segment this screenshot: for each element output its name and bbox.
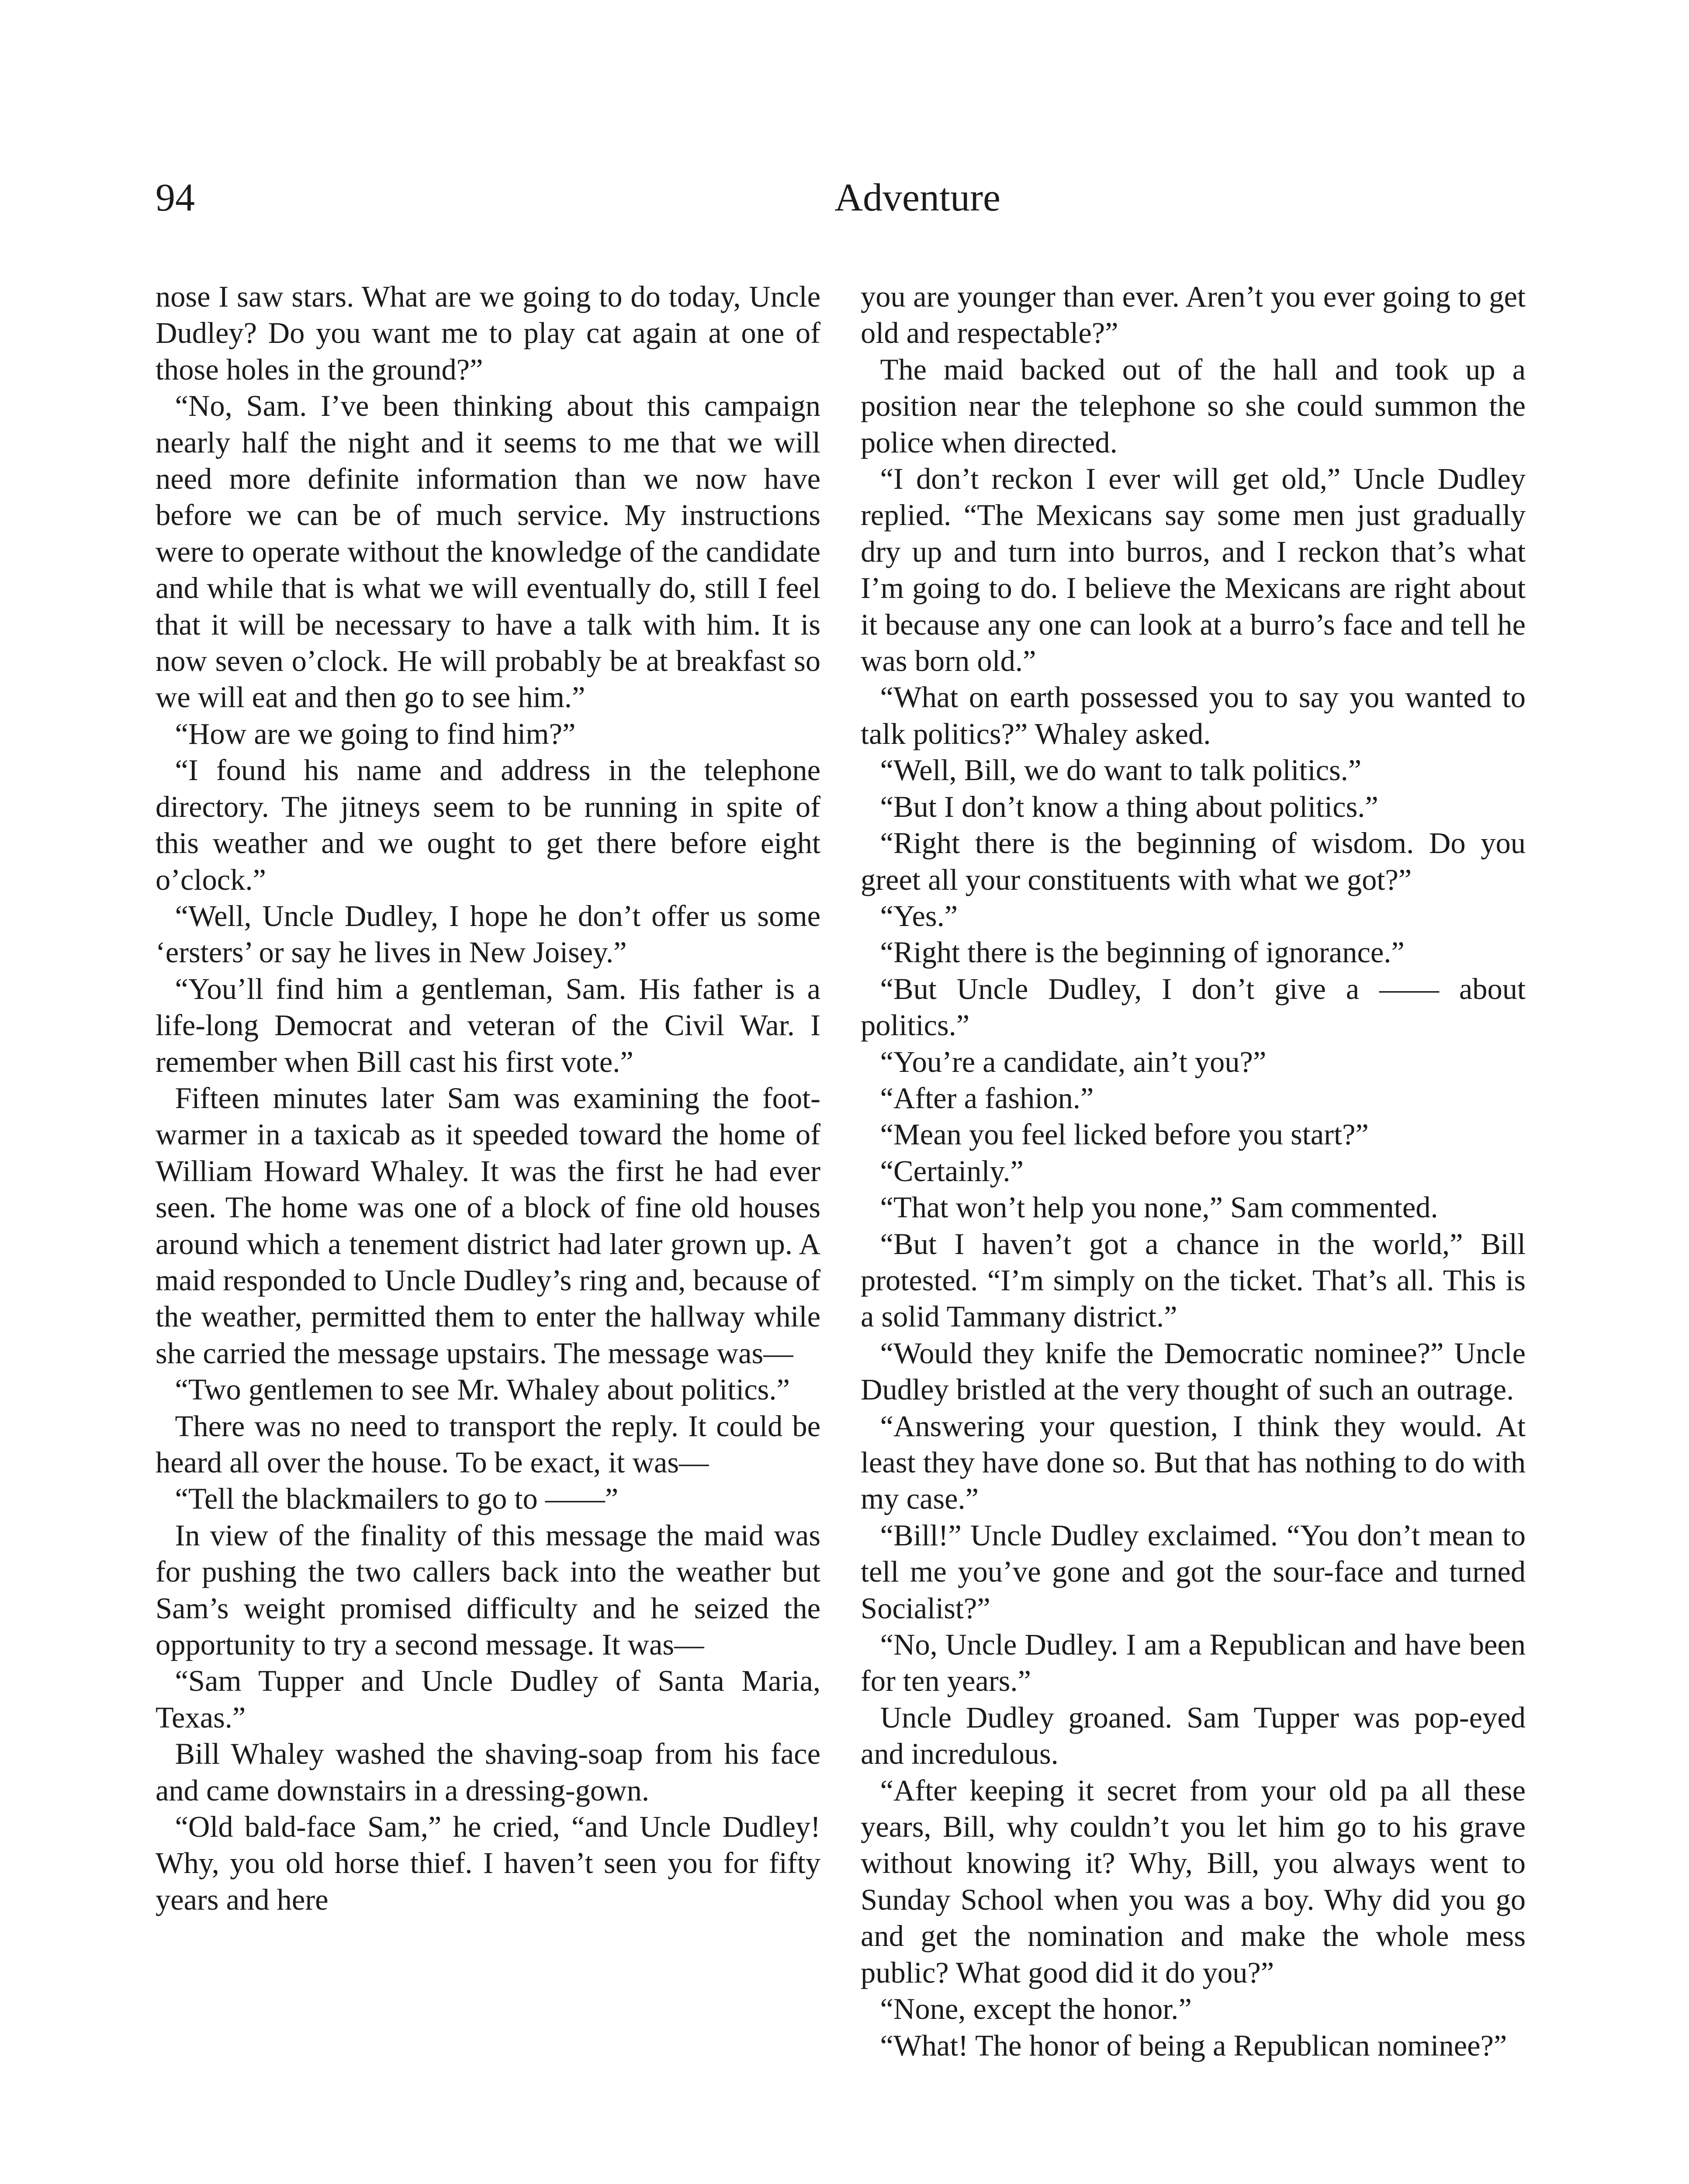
paragraph: There was no need to transport the reply. It could be heard all over the house. To be exact, it was—	[156, 1409, 820, 1479]
paragraph: “What on earth possessed you to say you wanted to talk politics?” Whaley asked.	[861, 681, 1526, 750]
paragraph: “No, Sam. I’ve been thinking about this campaign nearly half the night and it seems to me that we will need more definite information than we now have before we can be of much service. My instructions were to operate without the knowledge of the candidate and while that is what we will eventually do, still I feel that it will be necessary to have a talk with him. It is now seven o’clock. He will probably be at breakfast so we will eat and then go to see him.”	[156, 389, 820, 714]
paragraph: “Well, Bill, we do want to talk politics.”	[880, 753, 1362, 787]
paragraph: nose I saw stars. What are we going to do today, Uncle Dudley? Do you want me to play cat again at one of those holes in the ground?”	[156, 280, 820, 386]
paragraph: “That won’t help you none,” Sam commented.	[880, 1191, 1438, 1224]
paragraph: “I found his name and address in the telephone directory. The jitneys seem to be running in spite of this weather and we ought to get there before eight o’clock.”	[156, 753, 820, 896]
paragraph: “Old bald-face Sam,” he cried, “and Uncle Dudley! Why, you old horse thief. I haven’t seen you for fifty years and here	[156, 1810, 820, 1916]
paragraph: you are younger than ever. Aren’t you ever going to get old and respectable?”	[861, 280, 1526, 350]
paragraph: Fifteen minutes later Sam was examining the foot-warmer in a taxicab as it speeded toward the home of William Howard Whaley. It was the first he had ever seen. The home was one of a block of fine old houses around which a tenement district had later grown up. A maid responded to Uncle Dudley’s ring and, because of the weather, permitted them to enter the hallway while she carried the message upstairs. The message was—	[156, 1081, 820, 1370]
paragraph: “Well, Uncle Dudley, I hope he don’t offer us some ‘ersters’ or say he lives in New Joisey.”	[156, 899, 820, 969]
paragraph: “Two gentlemen to see Mr. Whaley about politics.”	[175, 1373, 790, 1406]
page-number: 94	[156, 176, 195, 219]
right-column	[861, 279, 1526, 2064]
paragraph: In view of the finality of this message the maid was for pushing the two callers back into the weather but Sam’s weight promised difficulty and he seized the opportunity to try a second message. It was—	[156, 1518, 820, 1662]
paragraph: “But I don’t know a thing about politics.”	[880, 790, 1378, 823]
paragraph: “Answering your question, I think they would. At least they have done so. But that has nothing to do with my case.”	[861, 1409, 1526, 1516]
paragraph: The maid backed out of the hall and took up a position near the telephone so she could summon the police when directed.	[861, 352, 1526, 459]
paragraph: “Sam Tupper and Uncle Dudley of Santa Maria, Texas.”	[156, 1664, 820, 1734]
paragraph: “How are we going to find him?”	[175, 717, 576, 750]
running-head: Adventure	[834, 176, 1000, 219]
paragraph: “You’re a candidate, ain’t you?”	[880, 1045, 1267, 1078]
paragraph: “Bill!” Uncle Dudley exclaimed. “You don’t mean to tell me you’ve gone and got the sour-face and turned Socialist?”	[861, 1518, 1526, 1625]
paragraph: Bill Whaley washed the shaving-soap from his face and came downstairs in a dressing-gown.	[156, 1737, 820, 1807]
paragraph: “After keeping it secret from your old pa all these years, Bill, why couldn’t you let him go to his grave without knowing it? Why, Bill, you always went to Sunday School when you was a boy. Why did you go and get the nomination and make the whole mess public? What good did it do you?”	[861, 1773, 1526, 1989]
paragraph: “Right there is the beginning of ignorance.”	[880, 936, 1405, 969]
paragraph: Uncle Dudley groaned. Sam Tupper was pop-eyed and incredulous.	[861, 1700, 1526, 1771]
paragraph: “Mean you feel licked before you start?”	[880, 1118, 1369, 1151]
paragraph: “I don’t reckon I ever will get old,” Uncle Dudley replied. “The Mexicans say some men just gradually dry up and turn into burros, and I reckon that’s what I’m going to do. I believe the Mexicans are right about it because any one can look at a burro’s face and tell he was born old.”	[861, 462, 1526, 678]
paragraph: “None, except the honor.”	[880, 1992, 1192, 2026]
paragraph: “Would they knife the Democratic nominee?” Uncle Dudley bristled at the very thought of such an outrage.	[861, 1336, 1526, 1406]
paragraph: “No, Uncle Dudley. I am a Republican and have been for ten years.”	[861, 1628, 1526, 1698]
paragraph: “Certainly.”	[880, 1154, 1024, 1188]
paragraph: “But Uncle Dudley, I don’t give a —— about politics.”	[861, 972, 1526, 1042]
paragraph: “But I haven’t got a chance in the world,” Bill protested. “I’m simply on the ticket. That’s all. This is a solid Tammany district.”	[861, 1227, 1526, 1334]
paragraph: “Yes.”	[880, 899, 958, 933]
paragraph: “Tell the blackmailers to go to ——”	[175, 1482, 619, 1516]
paragraph: “Right there is the beginning of wisdom. Do you greet all your constituents with what we got?”	[861, 826, 1526, 896]
paragraph: “You’ll find him a gentleman, Sam. His father is a life-long Democrat and veteran of the Civil War. I remember when Bill cast his first vote.”	[156, 972, 820, 1078]
paragraph: “What! The honor of being a Republican nominee?”	[880, 2028, 1507, 2062]
paragraph: “After a fashion.”	[880, 1081, 1094, 1115]
left-column	[156, 279, 820, 1918]
